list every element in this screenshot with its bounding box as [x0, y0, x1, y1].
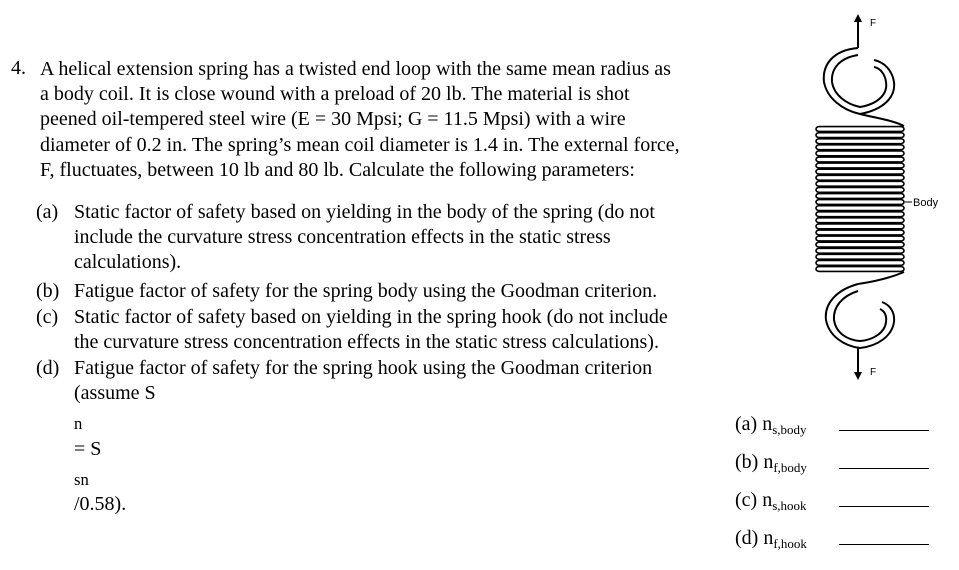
answer-subscript: s,body: [772, 422, 807, 437]
answer-blank[interactable]: [839, 468, 929, 469]
coil-turn: [816, 163, 904, 168]
problem-number: 4.: [11, 57, 26, 79]
coil-turn: [816, 230, 904, 235]
coil-turn: [816, 212, 904, 217]
coil-turn: [816, 200, 904, 205]
answer-symbol: n: [762, 413, 773, 435]
answer-subscript: s,hook: [772, 498, 807, 513]
coil-turn: [816, 139, 904, 144]
answer-symbol: n: [762, 489, 773, 511]
answer-subscript: f,hook: [773, 536, 807, 551]
coil-turn: [816, 267, 904, 272]
answer-blank[interactable]: [839, 430, 929, 431]
top-hook: [824, 48, 894, 114]
statement-line: peened oil-tempered steel wire (E = 30 Mpsi; G = 11.5 Mpsi) with a wire: [40, 108, 626, 131]
answer-d: [735, 527, 807, 550]
part-line: include the curvature stress concentration effects in the static stress: [74, 226, 611, 249]
coil-turn: [816, 175, 904, 180]
part-line: calculations).: [74, 251, 182, 274]
answer-blank[interactable]: [839, 506, 929, 507]
coil-turn: [816, 151, 904, 156]
arrow-head-down-icon: [854, 372, 862, 380]
coil-turn: [816, 242, 904, 247]
bottom-hook: [826, 284, 894, 348]
statement-line: diameter of 0.2 in. The spring’s mean coil diameter is 1.4 in. The external force,: [40, 133, 680, 156]
coil-turn: [816, 260, 904, 265]
statement-line: F, fluctuates, between 10 lb and 80 lb. Calculate the following parameters:: [40, 158, 635, 181]
coil-turn: [816, 169, 904, 174]
answer-subscript: f,body: [773, 460, 807, 475]
answer-blank[interactable]: [839, 544, 929, 545]
statement-line: A helical extension spring has a twisted end loop with the same mean radius as: [40, 58, 671, 80]
part-line: the curvature stress concentration effects in the static stress calculations).: [74, 331, 659, 354]
answer-label: (c): [735, 489, 758, 511]
answer-symbol: n: [763, 527, 774, 549]
answer-b: [735, 451, 807, 474]
body-label: Body: [913, 197, 939, 209]
coil-turn: [816, 133, 904, 138]
spring-body: [816, 127, 904, 272]
coil-turn: [816, 145, 904, 150]
force-label-bottom: F: [870, 367, 877, 378]
part-label: (d): [36, 357, 60, 379]
coil-turn: [816, 248, 904, 253]
part-line: Static factor of safety based on yielding in the body of the spring (do not: [74, 201, 655, 223]
answer-a: [735, 413, 807, 436]
answer-c: [735, 489, 807, 512]
assume-note: (assume S $_n$ = S $_{sn}$ /0.58).: [74, 382, 156, 516]
bottom-hook-inner: [834, 291, 886, 341]
coil-turn: [816, 181, 904, 186]
coil-turn: [816, 157, 904, 162]
statement-line: a body coil. It is close wound with a preload of 20 lb. The material is shot: [40, 83, 630, 106]
coil-turn: [816, 187, 904, 192]
coil-turn: [816, 194, 904, 199]
problem-statement: [40, 57, 780, 183]
part-line: Static factor of safety based on yielding in the spring hook (do not include: [74, 306, 668, 328]
part-line: Fatigue factor of safety for the spring hook using the Goodman criterion: [74, 357, 653, 379]
coil-turn: [816, 254, 904, 259]
answer-symbol: n: [763, 451, 774, 473]
part-line: Fatigue factor of safety for the spring body using the Goodman criterion.: [74, 280, 658, 302]
answer-label: (b): [735, 451, 759, 473]
coil-turn: [816, 236, 904, 241]
answer-label: (d): [735, 527, 759, 549]
coil-turn: [816, 224, 904, 229]
coil-turn: [816, 206, 904, 211]
coil-turn: [816, 127, 904, 132]
answer-label: (a): [735, 413, 758, 435]
part-label: (c): [36, 306, 59, 328]
part-label: (a): [36, 201, 59, 223]
spring-figure: [800, 0, 959, 400]
force-label-top: F: [870, 18, 877, 29]
coil-turn: [816, 218, 904, 223]
arrow-head-up-icon: [854, 14, 862, 22]
top-hook-inner: [832, 55, 886, 107]
part-label: (b): [36, 280, 60, 302]
